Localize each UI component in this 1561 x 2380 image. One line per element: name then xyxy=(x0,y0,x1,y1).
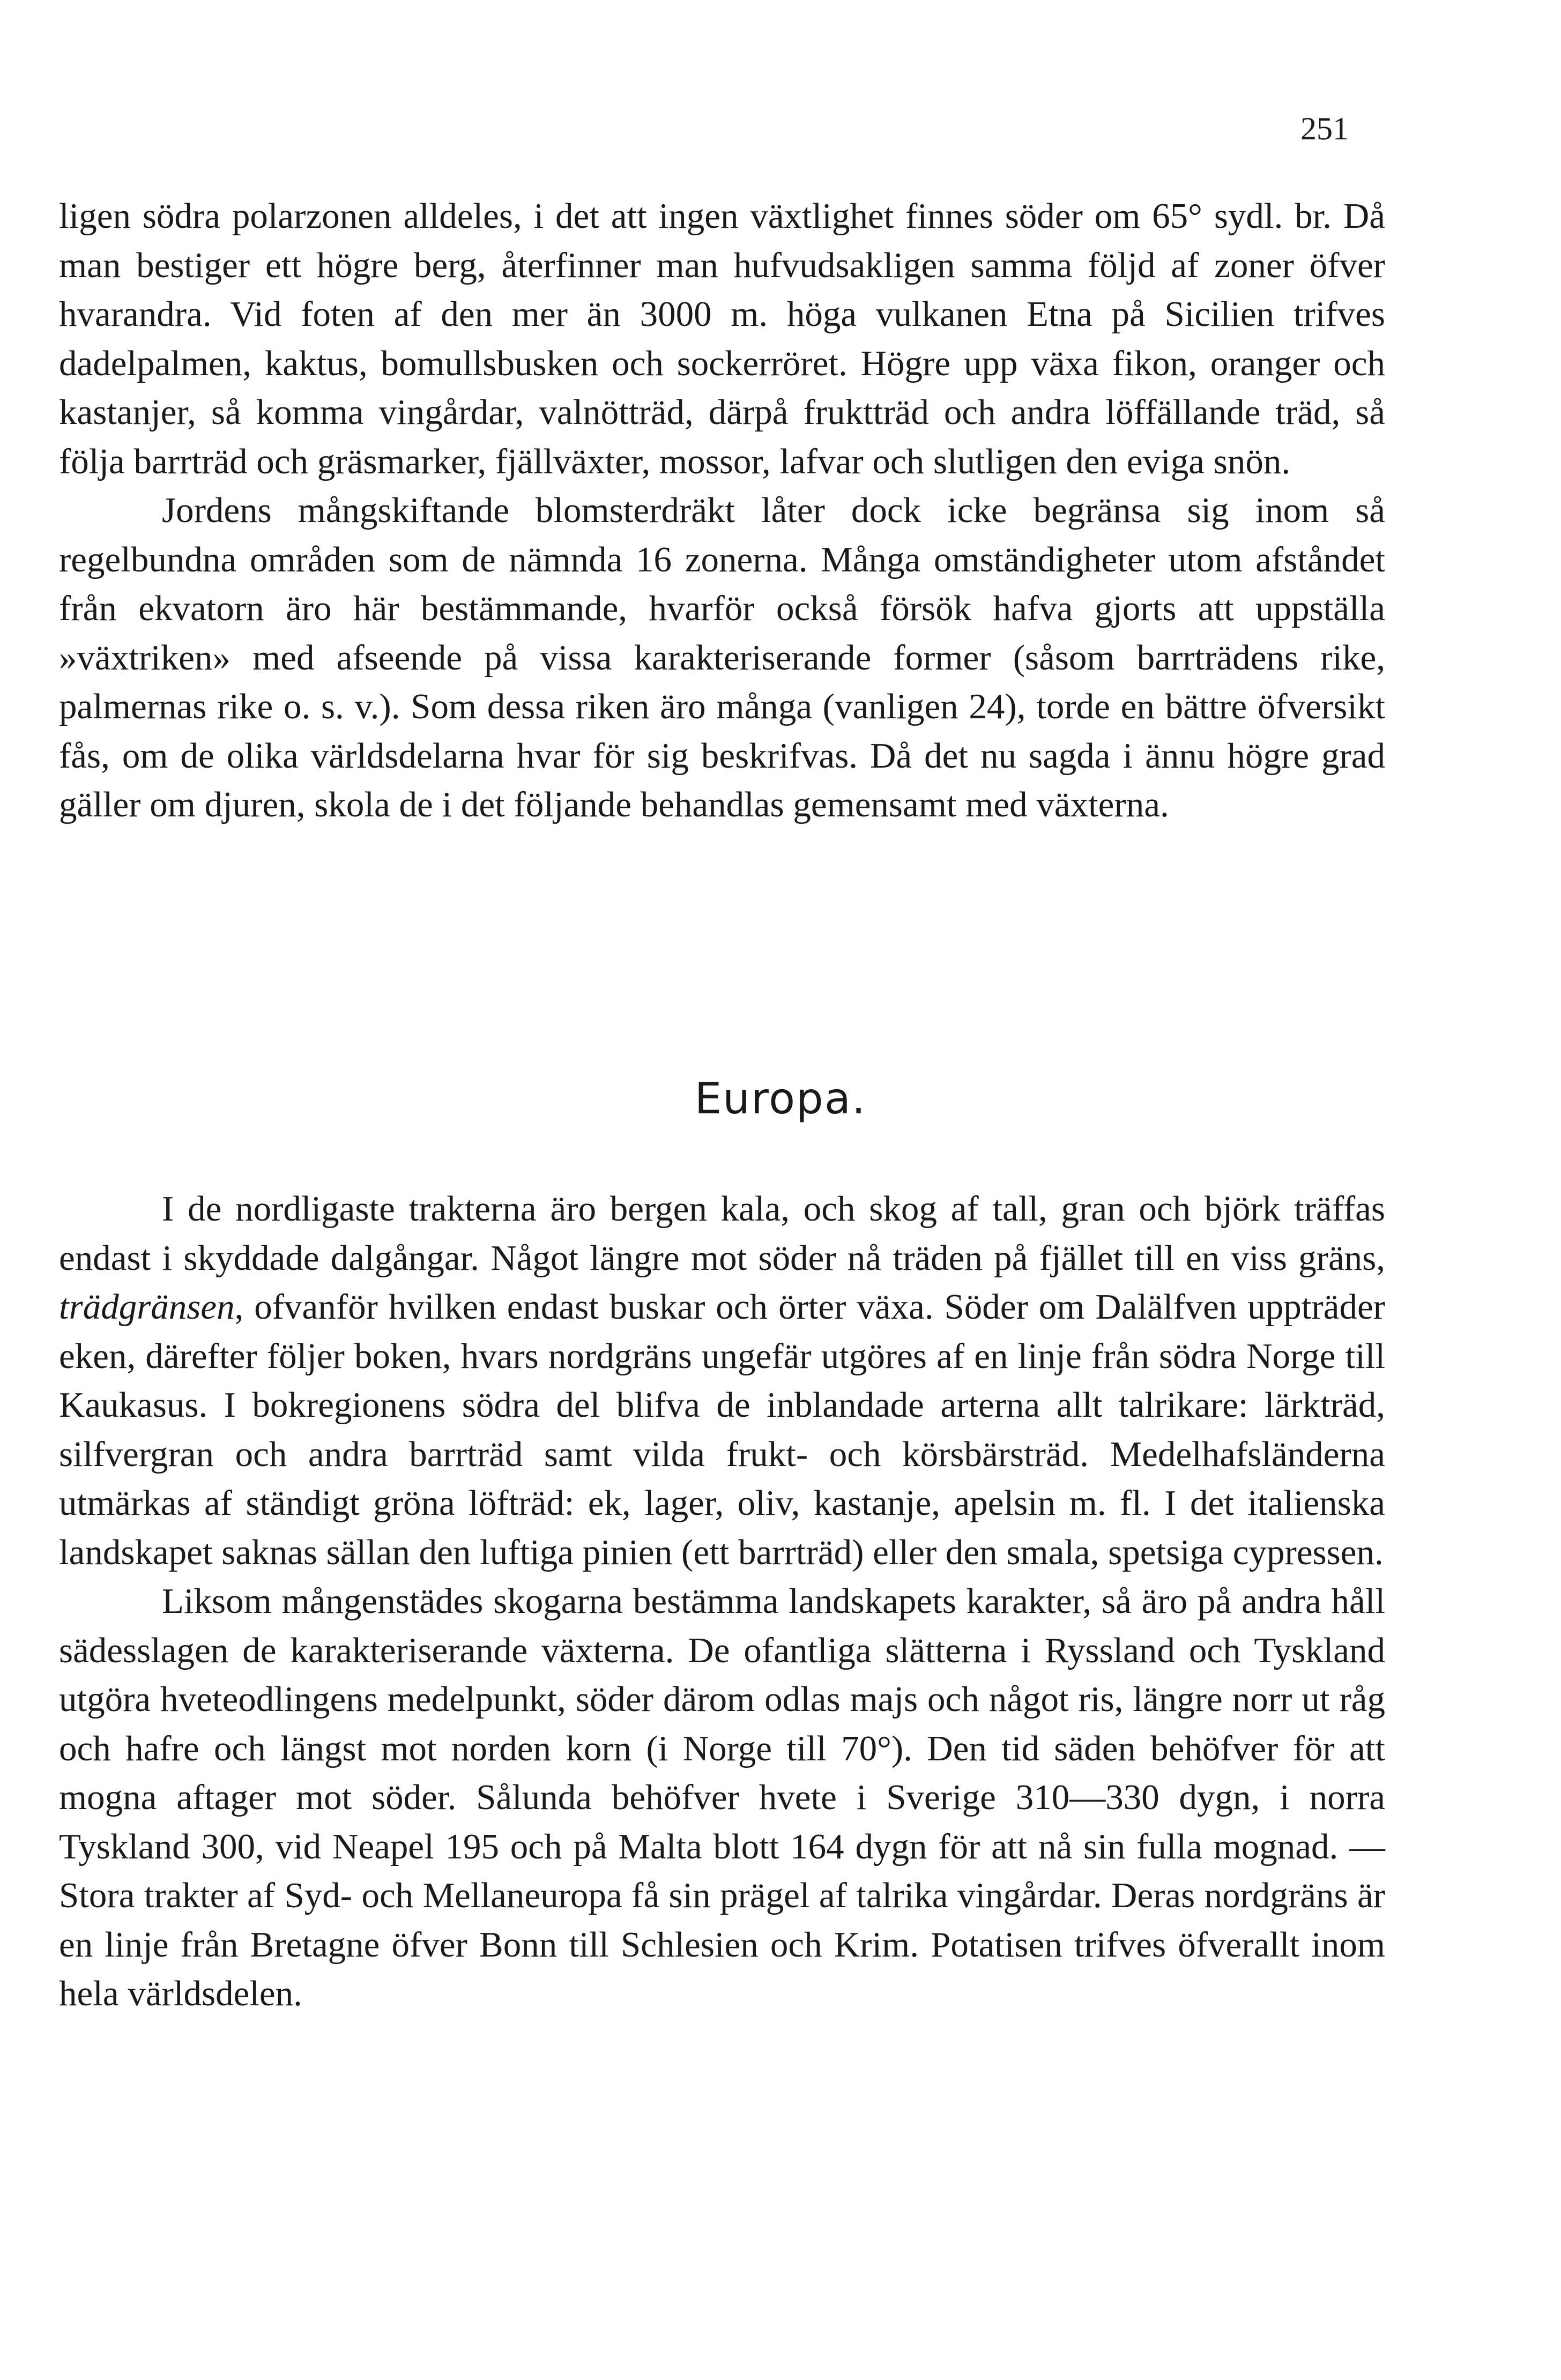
section-text xyxy=(59,1185,1385,2019)
paragraph: ligen södra polarzonen alldeles, i det att ingen växtlighet finnes söder om 65° sydl. br. Då man bestiger ett högre berg, återfinner man hufvudsakligen samma följd af zoner öfver hvarandra. Vid foten af den mer än 3000 m. höga vulkanen Etna på Sicilien trifves dadelpalmen, kaktus, bomullsbusken och sockerröret. Högre upp växa fikon, oranger och kastanjer, så komma vingårdar, valnötträd, därpå fruktträd och andra löffällande träd, så följa barrträd och gräsmarker, fjällväxter, mossor, lafvar och slutligen den eviga snön. xyxy=(59,196,1385,481)
emphasized-term: trädgränsen xyxy=(59,1287,235,1327)
paragraph: Liksom mångenstädes skogarna bestämma landskapets karakter, så äro på andra håll sädesslagen de karakteriserande växterna. De ofantliga slätterna i Ryssland och Tyskland utgöra hveteodlingens medelpunkt, söder därom odlas majs och något ris, längre norr ut råg och hafre och längst mot norden korn (i Norge till 70°). Den tid säden behöfver för att mogna aftager mot söder. Sålunda behöfver hvete i Sverige 310—330 dygn, i norra Tyskland 300, vid Neapel 195 och på Malta blott 164 dygn för att nå sin fulla mognad. — Stora trakter af Syd- och Mellaneuropa få sin prägel af talrika vingårdar. Deras nordgräns är en linje från Bretagne öfver Bonn till Schlesien och Krim. Potatisen trifves öfverallt inom hela världsdelen. xyxy=(59,1581,1385,2013)
paragraph xyxy=(59,1185,1385,1577)
intro-text xyxy=(59,192,1385,830)
paragraph-text: I de nordligaste trakterna äro bergen kala, och skog af tall, gran och björk träffas endast i skyddade dalgångar. Något längre mot söder nå träden på fjället till en viss gräns, xyxy=(59,1189,1385,1278)
page-number: 251 xyxy=(1300,111,1349,146)
section-heading: Europa. xyxy=(694,1074,867,1124)
paragraph: Jordens mångskiftande blomsterdräkt låter dock icke begränsa sig inom så regelbundna områden som de nämnda 16 zonerna. Många omständigheter utom afståndet från ekvatorn äro här bestämmande, hvarför också försök hafva gjorts att uppställa »växtriken» med afseende på vissa karakteriserande former (såsom barrträdens rike, palmernas rike o. s. v.). Som dessa riken äro många (vanligen 24), torde en bättre öfversikt fås, om de olika världsdelarna hvar för sig beskrifvas. Då det nu sagda i ännu högre grad gäller om djuren, skola de i det följande behandlas gemensamt med växterna. xyxy=(59,490,1385,824)
paragraph-text: , ofvanför hvilken endast buskar och örter växa. Söder om Dalälfven uppträder eken, därefter följer boken, hvars nordgräns ungefär utgöres af en linje från södra Norge till Kaukasus. I bokregionens södra del blifva de inblandade arterna allt talrikare: lärkträd, silfvergran och andra barrträd samt vilda frukt- och körsbärsträd. Medelhafsländerna utmärkas af ständigt gröna löfträd: ek, lager, oliv, kastanje, apelsin m. fl. I det italienska landskapet saknas sällan den luftiga pinien (ett barrträd) eller den smala, spetsiga cypressen. xyxy=(59,1287,1385,1572)
